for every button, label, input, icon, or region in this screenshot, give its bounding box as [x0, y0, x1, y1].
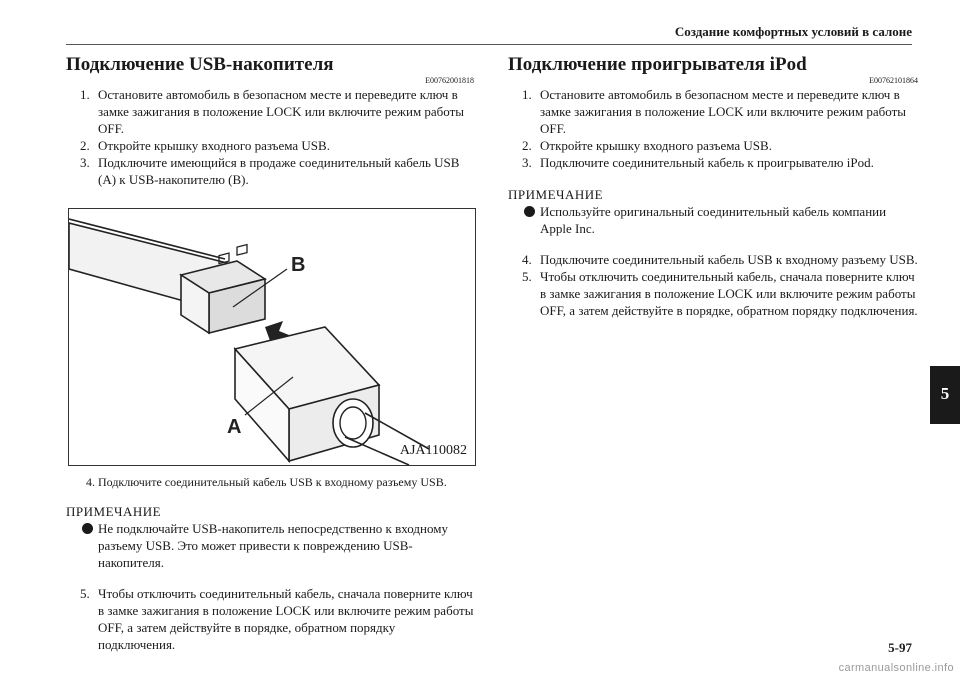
header-rule	[66, 44, 912, 45]
step-text: Подключите соединительный кабель к проигрывателю iPod.	[540, 155, 874, 170]
note-text: Используйте оригинальный соединительный кабель компании Apple Inc.	[540, 204, 887, 236]
step-number: 3.	[80, 155, 90, 170]
step-item	[508, 86, 918, 137]
usb-connection-figure	[68, 208, 476, 466]
step-item	[66, 86, 474, 137]
note-heading: ПРИМЕЧАНИЕ	[508, 187, 604, 202]
step-number: 5.	[522, 269, 532, 284]
step-number: 4.	[86, 475, 95, 489]
step-text: Подключите соединительный кабель USB к входному разъему USB.	[98, 475, 447, 489]
step-text: Остановите автомобиль в безопасном месте и переведите ключ в замке зажигания в положение LOCK или включите режим работы OFF.	[540, 87, 907, 136]
step-item	[508, 268, 918, 319]
bullet-dot-icon	[524, 206, 535, 217]
section-ipod	[508, 52, 918, 319]
step-number: 4.	[522, 252, 532, 267]
page-header-title: Создание комфортных условий в салоне	[674, 24, 912, 39]
note-item	[66, 520, 474, 571]
step-number: 1.	[522, 87, 532, 102]
page-number: 5-97	[888, 640, 912, 655]
step-text: Откройте крышку входного разъема USB.	[540, 138, 772, 153]
step-item	[66, 585, 474, 653]
note-text: Не подключайте USB-накопитель непосредственно к входному разъему USB. Это может привести к повреждению USB-накопителя.	[98, 521, 448, 570]
step-text: Остановите автомобиль в безопасном месте и переведите ключ в замке зажигания в положение LOCK или включите режим работы OFF.	[98, 87, 465, 136]
step-item	[508, 154, 918, 171]
usb-plug-hole	[237, 245, 247, 255]
step-number: 2.	[522, 138, 532, 153]
step-text: Чтобы отключить соединительный кабель, сначала поверните ключ в замке зажигания в положение LOCK или включите режим работы OFF, а затем действуйте в порядке, обратном порядку подключения.	[98, 586, 474, 652]
step-text: Подключите имеющийся в продаже соединительный кабель USB (A) к USB-накопителю (B).	[98, 155, 460, 187]
figure-code: AJA110082	[399, 443, 467, 458]
step-text: Подключите соединительный кабель USB к входному разъему USB.	[540, 252, 918, 267]
chapter-tab-number: 5	[940, 384, 950, 403]
usb-illustration	[69, 209, 475, 465]
steps-ipod	[508, 86, 918, 171]
step-item	[508, 251, 918, 268]
step-item	[66, 474, 474, 490]
note-heading: ПРИМЕЧАНИЕ	[66, 504, 162, 519]
step-item	[66, 154, 474, 188]
steps-ipod-continued	[508, 251, 918, 319]
label-a: A	[227, 416, 242, 438]
step-number: 3.	[522, 155, 532, 170]
step-number: 5.	[80, 586, 90, 601]
steps-usb-continued	[66, 585, 474, 653]
section-usb	[66, 52, 474, 653]
section-title-ipod: Подключение проигрывателя iPod	[508, 54, 807, 75]
bullet-dot-icon	[82, 523, 93, 534]
note-item	[508, 203, 918, 237]
step-item	[508, 137, 918, 154]
cable-end	[340, 407, 366, 439]
step-item	[66, 137, 474, 154]
section-code-ipod: E00762101864	[869, 76, 918, 85]
section-title-usb: Подключение USB-накопителя	[66, 54, 334, 75]
step-text: Чтобы отключить соединительный кабель, сначала поверните ключ в замке зажигания в положение LOCK или включите режим работы OFF, а затем действуйте в порядке, обратном порядку подключения.	[540, 269, 918, 318]
step-number: 2.	[80, 138, 90, 153]
watermark-text: carmanualsonline.info	[838, 662, 954, 674]
steps-usb	[66, 86, 474, 188]
step-number: 1.	[80, 87, 90, 102]
label-b: B	[291, 254, 306, 276]
step-text: Откройте крышку входного разъема USB.	[98, 138, 330, 153]
chapter-tab	[930, 366, 960, 424]
section-code-usb: E00762001818	[425, 76, 474, 85]
